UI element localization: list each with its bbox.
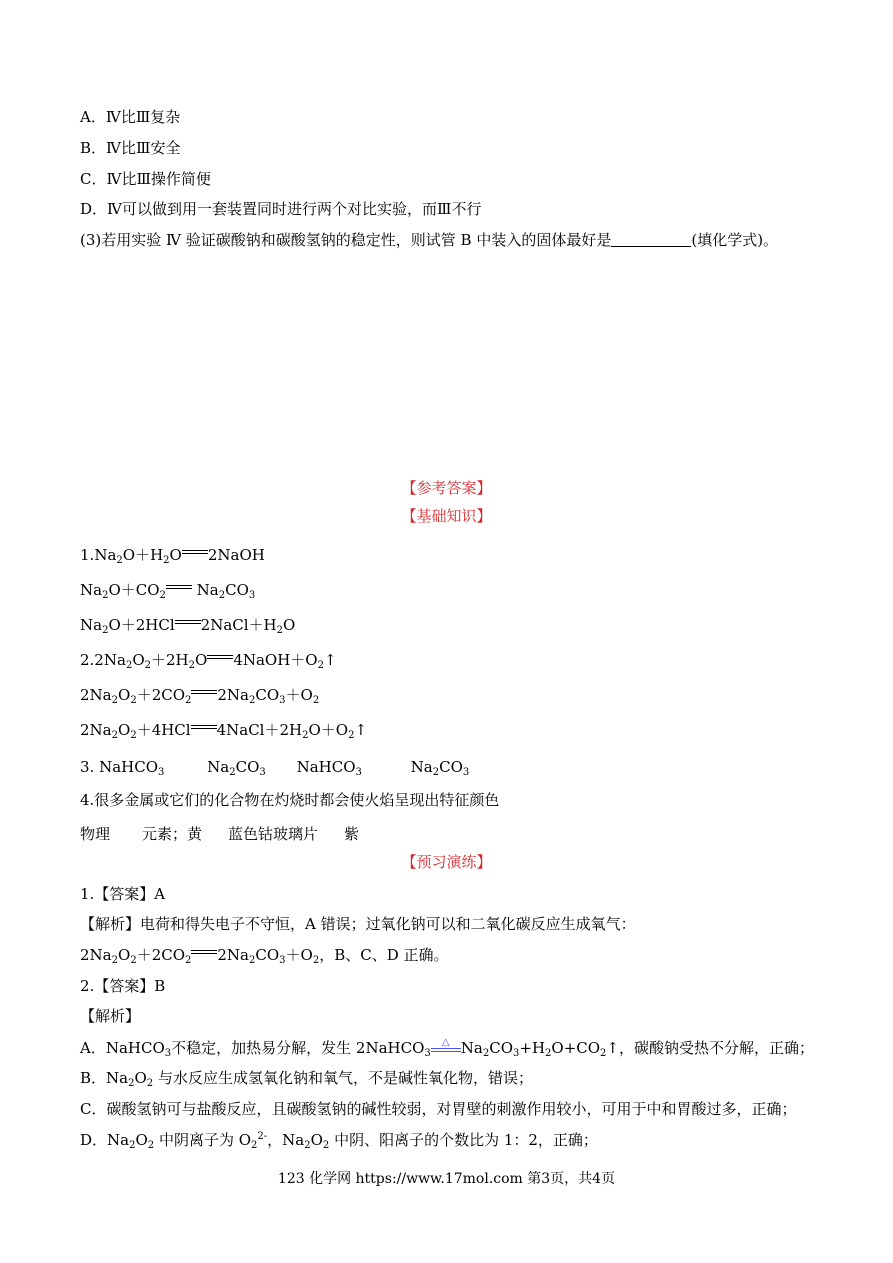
reaction-1: $1.Na_2O+H_2O$ 2NaOH xyxy=(80,546,265,566)
reaction-6: $2Na_2O_2+4HCl$ $4NaCl+2H_2O+O_2↑$ xyxy=(80,721,368,741)
basics-item-3: 3. NaHCO$_3$ $Na_2CO_3$ NaHCO$_3$ $Na_2CO_3$ xyxy=(80,758,470,778)
question-3-suffix: (填化学式)。 xyxy=(691,231,779,249)
page-footer: 123 化学网 https://www.17mol.com 第3页，共4页 xyxy=(277,1171,616,1187)
heading-basics: 【基础知识】 xyxy=(401,507,492,525)
reaction-5: $2Na_2O_2+2CO_2$ $2Na_2CO_3+O_2$ xyxy=(80,686,320,706)
explanation-1: 【解析】电荷和得失电子不守恒，A 错误；过氧化钠可以和二氧化碳反应生成氧气： xyxy=(80,915,636,933)
heading-answers: 【参考答案】 xyxy=(401,479,492,497)
reaction-2: $Na_2O+CO_2$ $Na_2CO_3$ xyxy=(80,581,256,601)
explanation-2d: D．$Na_2O_2$ 中阴离子为 $O_2^{2-}$，$Na_2O_2$ 中阴、阳离子的个数比为 1：2，正确； xyxy=(80,1131,598,1151)
reaction-3: $Na_2O+2HCl$ $2NaCl+H_2O$ xyxy=(80,616,296,636)
option-b: B．Ⅳ比Ⅲ安全 xyxy=(80,139,181,157)
basics-item-4: 4.很多金属或它们的化合物在灼烧时都会使火焰呈现出特征颜色 xyxy=(80,791,500,809)
explanation-2: 【解析】 xyxy=(80,1007,141,1025)
reaction-4: $2.2Na_2O_2+2H_2O$ $4NaOH+O_2↑$ xyxy=(80,651,337,671)
answer-blank xyxy=(611,232,691,247)
basics-item-4b: 物理 元素；黄 蓝色钴玻璃片 紫 xyxy=(80,825,360,843)
heading-preview: 【预习演练】 xyxy=(401,853,492,871)
question-3-text: (3)若用实验 Ⅳ 验证碳酸钠和碳酸氢钠的稳定性，则试管 B 中装入的固体最好是 xyxy=(80,231,612,249)
explanation-1b: $2Na_2O_2+2CO_2$ $2Na_2CO_3+O_2$，B、C、D 正确。 xyxy=(80,946,449,966)
answer-2: 2.【答案】B xyxy=(80,977,166,995)
explanation-2a: A．NaHCO$_3$不稳定，加热易分解，发生 2NaHCO$_3$ △ $Na_2CO_3+H_2O+CO_2↑$，碳酸钠受热不分解，正确； xyxy=(80,1037,815,1059)
option-d: D．Ⅳ可以做到用一套装置同时进行两个对比实验，而Ⅲ不行 xyxy=(80,200,482,218)
option-c: C．Ⅳ比Ⅲ操作简便 xyxy=(80,170,211,188)
heat-equation-sign: △ xyxy=(431,1037,461,1055)
explanation-2b: B．$Na_2O_2$ 与水反应生成氢氧化钠和氧气，不是碱性氧化物，错误； xyxy=(80,1069,533,1089)
option-a: A．Ⅳ比Ⅲ复杂 xyxy=(80,108,181,126)
question-3 xyxy=(80,230,778,250)
answer-1: 1.【答案】A xyxy=(80,885,166,903)
explanation-2c: C．碳酸氢钠可与盐酸反应，且碳酸氢钠的碱性较弱，对胃壁的刺激作用较小，可用于中和胃酸过多，正确； xyxy=(80,1100,797,1118)
